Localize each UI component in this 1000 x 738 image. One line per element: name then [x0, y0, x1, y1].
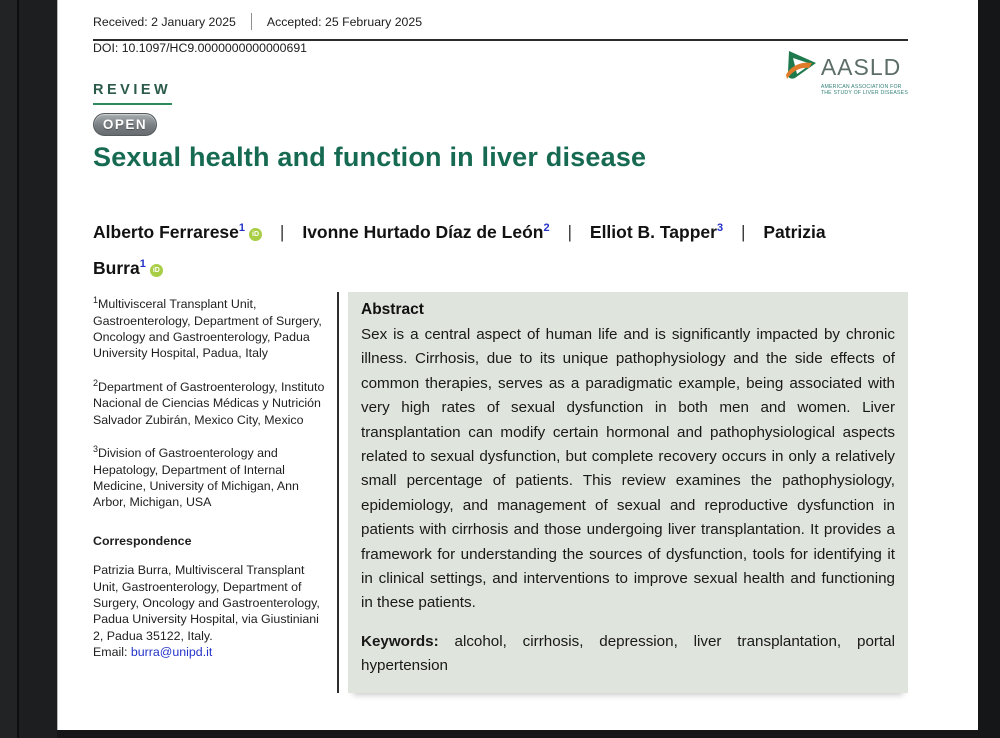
abstract-heading: Abstract — [361, 301, 424, 318]
author-separator: | — [567, 221, 573, 242]
meta-divider — [251, 13, 252, 30]
keywords-line — [361, 630, 895, 679]
affiliation-item: $^1$Multivisceral Transplant Unit, Gastroenterology, Department of Surgery, Oncology and Gastroenterology, Padua University Hospital, Padua, Italy — [93, 295, 322, 361]
orcid-icon[interactable]: iD — [150, 264, 163, 277]
affiliation-item: $^2$Department of Gastroenterology, Instituto Nacional de Ciencias Médicas y Nutrición Salvador Zubirán, Mexico City, Mexico — [93, 377, 325, 427]
affiliations-column — [93, 292, 337, 693]
author-name: Ivonne Hurtado Díaz de León$^2$ — [302, 221, 550, 242]
keywords-label: Keywords: — [361, 632, 439, 650]
paper-page — [57, 0, 978, 730]
abstract-body: Sex is a central aspect of human life and is significantly impacted by chronic illness. Cirrhosis, due to its unique pathophysiology and the side effects of common therapies, serves as a paradigmatic example, being associated with very high rates of sexual dysfunction in both men and women. Liver transplantation can modify certain hormonal and pathophysiological aspects related to sexual dysfunction, but complete recovery occurs in only a relatively small percentage of patients. This review examines the pathophysiology, epidemiology, and management of sexual and reproductive dysfunction in patients with cirrhosis and those undergoing liver transplantation. It provides a framework for understanding the sources of dysfunction, tools for identifying it in clinical settings, and interventions to improve sexual health and functioning in these patients. — [361, 326, 895, 612]
orcid-icon[interactable]: iD — [249, 228, 262, 241]
email-link[interactable]: burra@unipd.it — [130, 645, 213, 660]
author-name: Alberto Ferrarese$^1$iD — [93, 222, 262, 242]
column-divider-rule — [337, 292, 339, 693]
keywords-text: alcohol, cirrhosis, depression, liver transplantation, portal hypertension — [361, 632, 895, 675]
aasld-tagline: AMERICAN ASSOCIATION FOR THE STUDY OF LIVER DISEASES — [820, 84, 908, 96]
two-column-section — [93, 292, 908, 693]
viewer-left-gutter — [0, 0, 57, 738]
review-underline — [93, 103, 172, 105]
page-title: Sexual health and function in liver disease — [93, 142, 647, 172]
doi-text: DOI: 10.1097/HC9.0000000000000691 — [93, 41, 308, 55]
accepted-date: Accepted: 25 February 2025 — [266, 14, 423, 29]
author-list — [93, 212, 883, 284]
affiliation-item: $^3$Division of Gastroenterology and Hepatology, Department of Internal Medicine, University of Michigan, Ann Arbor, Michigan, USA — [93, 444, 299, 510]
aasld-logo-icon — [785, 50, 819, 85]
author-affiliation-sup: 3 — [716, 222, 724, 234]
author-name: Elliot B. Tapper$^3$ — [589, 221, 724, 242]
author-affiliation-sup: 2 — [543, 222, 550, 234]
correspondence-text: Patrizia Burra, Multivisceral Transplant Unit, Gastroenterology, Department of Surgery, Oncology and Gastroenterology, Padua University Hospital, via Giustiniani 2, Padua 35122, Italy. Email: burra@unipd.it — [93, 563, 320, 660]
author-separator: | — [279, 221, 285, 242]
author-name: Patrizia Burra$^1$iD — [93, 221, 826, 278]
email-label: Email: — [93, 645, 131, 660]
abstract-panel — [348, 292, 908, 693]
author-separator: | — [740, 221, 746, 242]
open-access-badge[interactable]: OPEN — [93, 113, 157, 136]
aasld-logo — [785, 50, 908, 96]
author-affiliation-sup: 1 — [238, 222, 246, 234]
received-accepted-bar — [93, 13, 908, 41]
author-affiliation-sup: 1 — [139, 257, 146, 270]
aasld-wordmark: AASLD — [820, 54, 902, 80]
correspondence-heading: Correspondence — [93, 533, 192, 548]
article-type-label: REVIEW — [93, 82, 172, 105]
received-date: Received: 2 January 2025 — [93, 14, 236, 29]
